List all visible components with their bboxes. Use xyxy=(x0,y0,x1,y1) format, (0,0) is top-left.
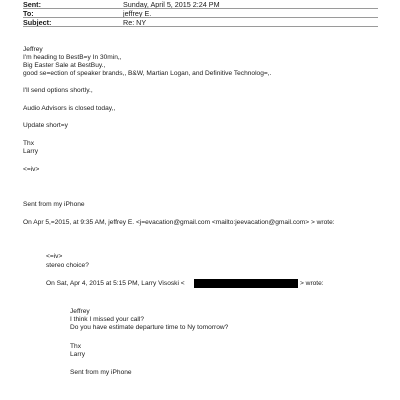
header-divider xyxy=(23,17,378,18)
body-line: good se=ection of speaker brands,, B&W, Martian Logan, and Definitive Technolog=,. xyxy=(23,70,272,77)
body-tag: <=iv> xyxy=(23,166,40,173)
quote2-signoff: Thx xyxy=(70,343,81,350)
quote-header: On Apr 5,=2015, at 9:35 AM, jeffrey E. <j=evacation@gmail.com <mailto:jeevacation@gmail.com> > wrote: xyxy=(23,219,335,226)
body-line: I'll send options shortly., xyxy=(23,87,93,94)
quote1-header-suffix: > wrote: xyxy=(300,280,324,287)
sent-value: Sunday, April 5, 2015 2:24 PM xyxy=(123,0,220,9)
body-line: Audio Advisors is closed today,, xyxy=(23,105,116,112)
sent-label: Sent: xyxy=(23,0,41,9)
body-line: Big Easter Sale at BestBuy., xyxy=(23,62,106,69)
body-line: Update short=y xyxy=(23,122,68,129)
quote2-greeting: Jeffrey xyxy=(70,308,90,315)
subject-value: Re: NY xyxy=(123,18,147,27)
header-divider xyxy=(23,8,378,9)
redaction-bar xyxy=(194,279,298,288)
body-signoff: Thx xyxy=(23,140,34,147)
quote2-line: I think I missed your call? xyxy=(70,316,145,323)
body-sent-from: Sent from my iPhone xyxy=(23,201,85,208)
to-label: To: xyxy=(23,9,34,18)
quote2-line: Do you have estimate departure time to Ny tomorrow? xyxy=(70,324,229,331)
body-line: I'm heading to BestB=y In 30min,, xyxy=(23,54,122,61)
quote2-signature: Larry xyxy=(70,351,86,358)
quote2-sent-from: Sent from my iPhone xyxy=(70,369,132,376)
quote1-header-prefix: On Sat, Apr 4, 2015 at 5:15 PM, Larry Visoski < xyxy=(46,280,185,287)
to-value: jeffrey E. xyxy=(123,9,152,18)
quote1-text: stereo choice? xyxy=(46,262,89,269)
quote1-tag: <=iv> xyxy=(46,253,63,260)
subject-label: Subject: xyxy=(23,18,52,27)
header-divider xyxy=(23,26,378,27)
body-greeting: Jeffrey xyxy=(23,46,43,53)
body-signature: Larry xyxy=(23,148,39,155)
